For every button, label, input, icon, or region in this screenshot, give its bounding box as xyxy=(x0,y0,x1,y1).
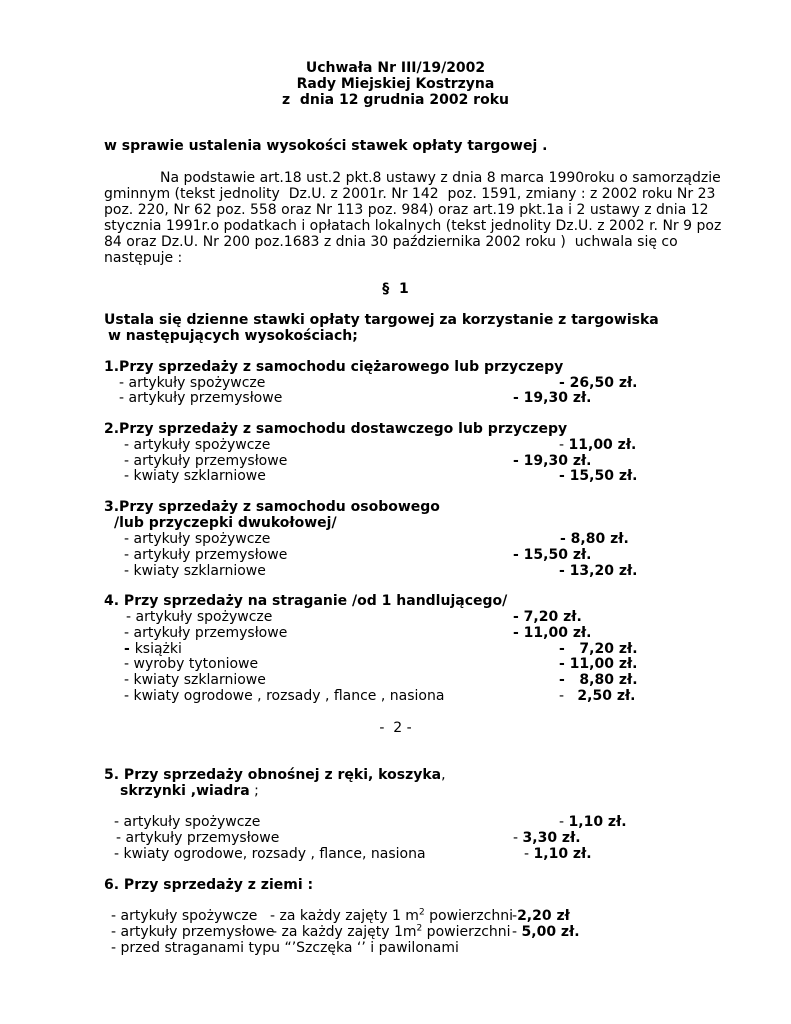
s3-item-flowers-label: - kwiaty szklarniowe xyxy=(124,563,266,579)
resolution-date: z dnia 12 grudnia 2002 roku xyxy=(281,92,509,108)
section-4-title: 4. Przy sprzedaży na straganie /od 1 handlującego/ xyxy=(104,593,508,609)
s4-item-tobacco-label: - wyroby tytoniowe xyxy=(124,656,259,672)
s5-item-garden-label: - kwiaty ogrodowe, rozsady , flance, nasiona xyxy=(114,846,426,862)
s1-item-industrial-label: - artykuły przemysłowe xyxy=(119,390,283,406)
resolution-number: Uchwała Nr III/19/2002 xyxy=(305,60,486,76)
s4-item-food-label: - artykuły spożywcze xyxy=(126,609,273,625)
section-3-title-line-1: 3.Przy sprzedaży z samochodu osobowego xyxy=(104,499,440,515)
section-5-title-line-1: 5. Przy sprzedaży obnośnej z ręki, koszyka, xyxy=(104,767,446,783)
preamble-line-6: następuje : xyxy=(104,250,183,266)
preamble-line-5: 84 oraz Dz.U. Nr 200 poz.1683 z dnia 30 października 2002 roku ) uchwala się co xyxy=(104,234,678,250)
preamble-line-2: gminnym (tekst jednolity Dz.U. z 2001r. Nr 142 poz. 1591, zmiany : z 2002 roku Nr 23 xyxy=(104,186,716,202)
preamble-line-4: stycznia 1991r.o podatkach i opłatach lokalnych (tekst jednolity Dz.U. z 2002 r. Nr 9 poz xyxy=(104,218,722,234)
intro-line-1: Ustala się dzienne stawki opłaty targowej za korzystanie z targowiska xyxy=(104,312,659,328)
s2-item-food-price: - 11,00 zł. xyxy=(559,437,637,453)
section-mark: § 1 xyxy=(382,281,409,297)
s2-item-industrial-price: - 19,30 zł. xyxy=(513,453,592,469)
s4-item-food-price: - 7,20 zł. xyxy=(513,609,582,625)
intro-line-2: w następujących wysokościach; xyxy=(108,328,358,344)
s3-item-food-label: - artykuły spożywcze xyxy=(124,531,271,547)
s6-item-food-price: -2,20 zł xyxy=(512,908,570,924)
page-number-marker: - 2 - xyxy=(379,720,412,736)
s2-item-industrial-label: - artykuły przemysłowe xyxy=(124,453,288,469)
s4-item-garden-label: - kwiaty ogrodowe , rozsady , flance , nasiona xyxy=(124,688,445,704)
s2-item-flowers-price: - 15,50 zł. xyxy=(559,468,638,484)
s3-item-food-price: - 8,80 zł. xyxy=(560,531,629,547)
s6-last-line: - przed straganami typu “’Szczęka ‘’ i pawilonami xyxy=(111,940,459,956)
s5-item-industrial-label: - artykuły przemysłowe xyxy=(116,830,280,846)
s5-item-food-price: - 1,10 zł. xyxy=(559,814,627,830)
s4-item-garden-price: - 2,50 zł. xyxy=(559,688,636,704)
s4-item-books-price: - 7,20 zł. xyxy=(559,641,638,657)
s2-item-food-label: - artykuły spożywcze xyxy=(124,437,271,453)
section-6-title: 6. Przy sprzedaży z ziemi : xyxy=(104,877,314,893)
s6-item-industrial-label: - artykuły przemysłowe xyxy=(111,924,275,940)
s2-item-flowers-label: - kwiaty szklarniowe xyxy=(124,468,266,484)
s6-item-industrial-price: - 5,00 zł. xyxy=(512,924,580,940)
council-name: Rady Miejskiej Kostrzyna xyxy=(296,76,495,92)
s5-item-food-label: - artykuły spożywcze xyxy=(114,814,261,830)
s6-item-food-detail: - za każdy zajęty 1 $m^2$ powierzchni xyxy=(270,907,513,924)
s1-item-food-label: - artykuły spożywcze xyxy=(119,375,266,391)
resolution-subject: w sprawie ustalenia wysokości stawek opłaty targowej . xyxy=(104,138,548,154)
s3-item-industrial-price: - 15,50 zł. xyxy=(513,547,592,563)
s1-item-food-price: - 26,50 zł. xyxy=(559,375,638,391)
s4-item-books-label: - książki xyxy=(124,641,182,657)
section-1-title: 1.Przy sprzedaży z samochodu ciężarowego lub przyczepy xyxy=(104,359,564,375)
s4-item-tobacco-price: - 11,00 zł. xyxy=(559,656,638,672)
s4-item-industrial-label: - artykuły przemysłowe xyxy=(124,625,288,641)
s3-item-industrial-label: - artykuły przemysłowe xyxy=(124,547,288,563)
s5-item-industrial-price: - 3,30 zł. xyxy=(513,830,581,846)
s1-item-industrial-price: - 19,30 zł. xyxy=(513,390,592,406)
section-5-title-line-2: skrzynki ,wiadra ; xyxy=(120,783,259,799)
section-3-title-line-2: /lub przyczepki dwukołowej/ xyxy=(114,515,337,531)
preamble-line-1: Na podstawie art.18 ust.2 pkt.8 ustawy z dnia 8 marca 1990roku o samorządzie xyxy=(160,170,721,186)
s6-item-food-label: - artykuły spożywcze xyxy=(111,908,258,924)
s4-item-flowers-price: - 8,80 zł. xyxy=(559,672,638,688)
preamble-line-3: poz. 220, Nr 62 poz. 558 oraz Nr 113 poz. 984) oraz art.19 pkt.1a i 2 ustawy z dnia 12 xyxy=(104,202,709,218)
s5-item-garden-price: - 1,10 zł. xyxy=(524,846,592,862)
s4-item-flowers-label: - kwiaty szklarniowe xyxy=(124,672,266,688)
s3-item-flowers-price: - 13,20 zł. xyxy=(559,563,638,579)
section-2-title: 2.Przy sprzedaży z samochodu dostawczego lub przyczepy xyxy=(104,421,568,437)
s4-item-industrial-price: - 11,00 zł. xyxy=(513,625,592,641)
s6-item-industrial-detail: - za każdy zajęty $1m^2$ powierzchni xyxy=(272,923,511,940)
